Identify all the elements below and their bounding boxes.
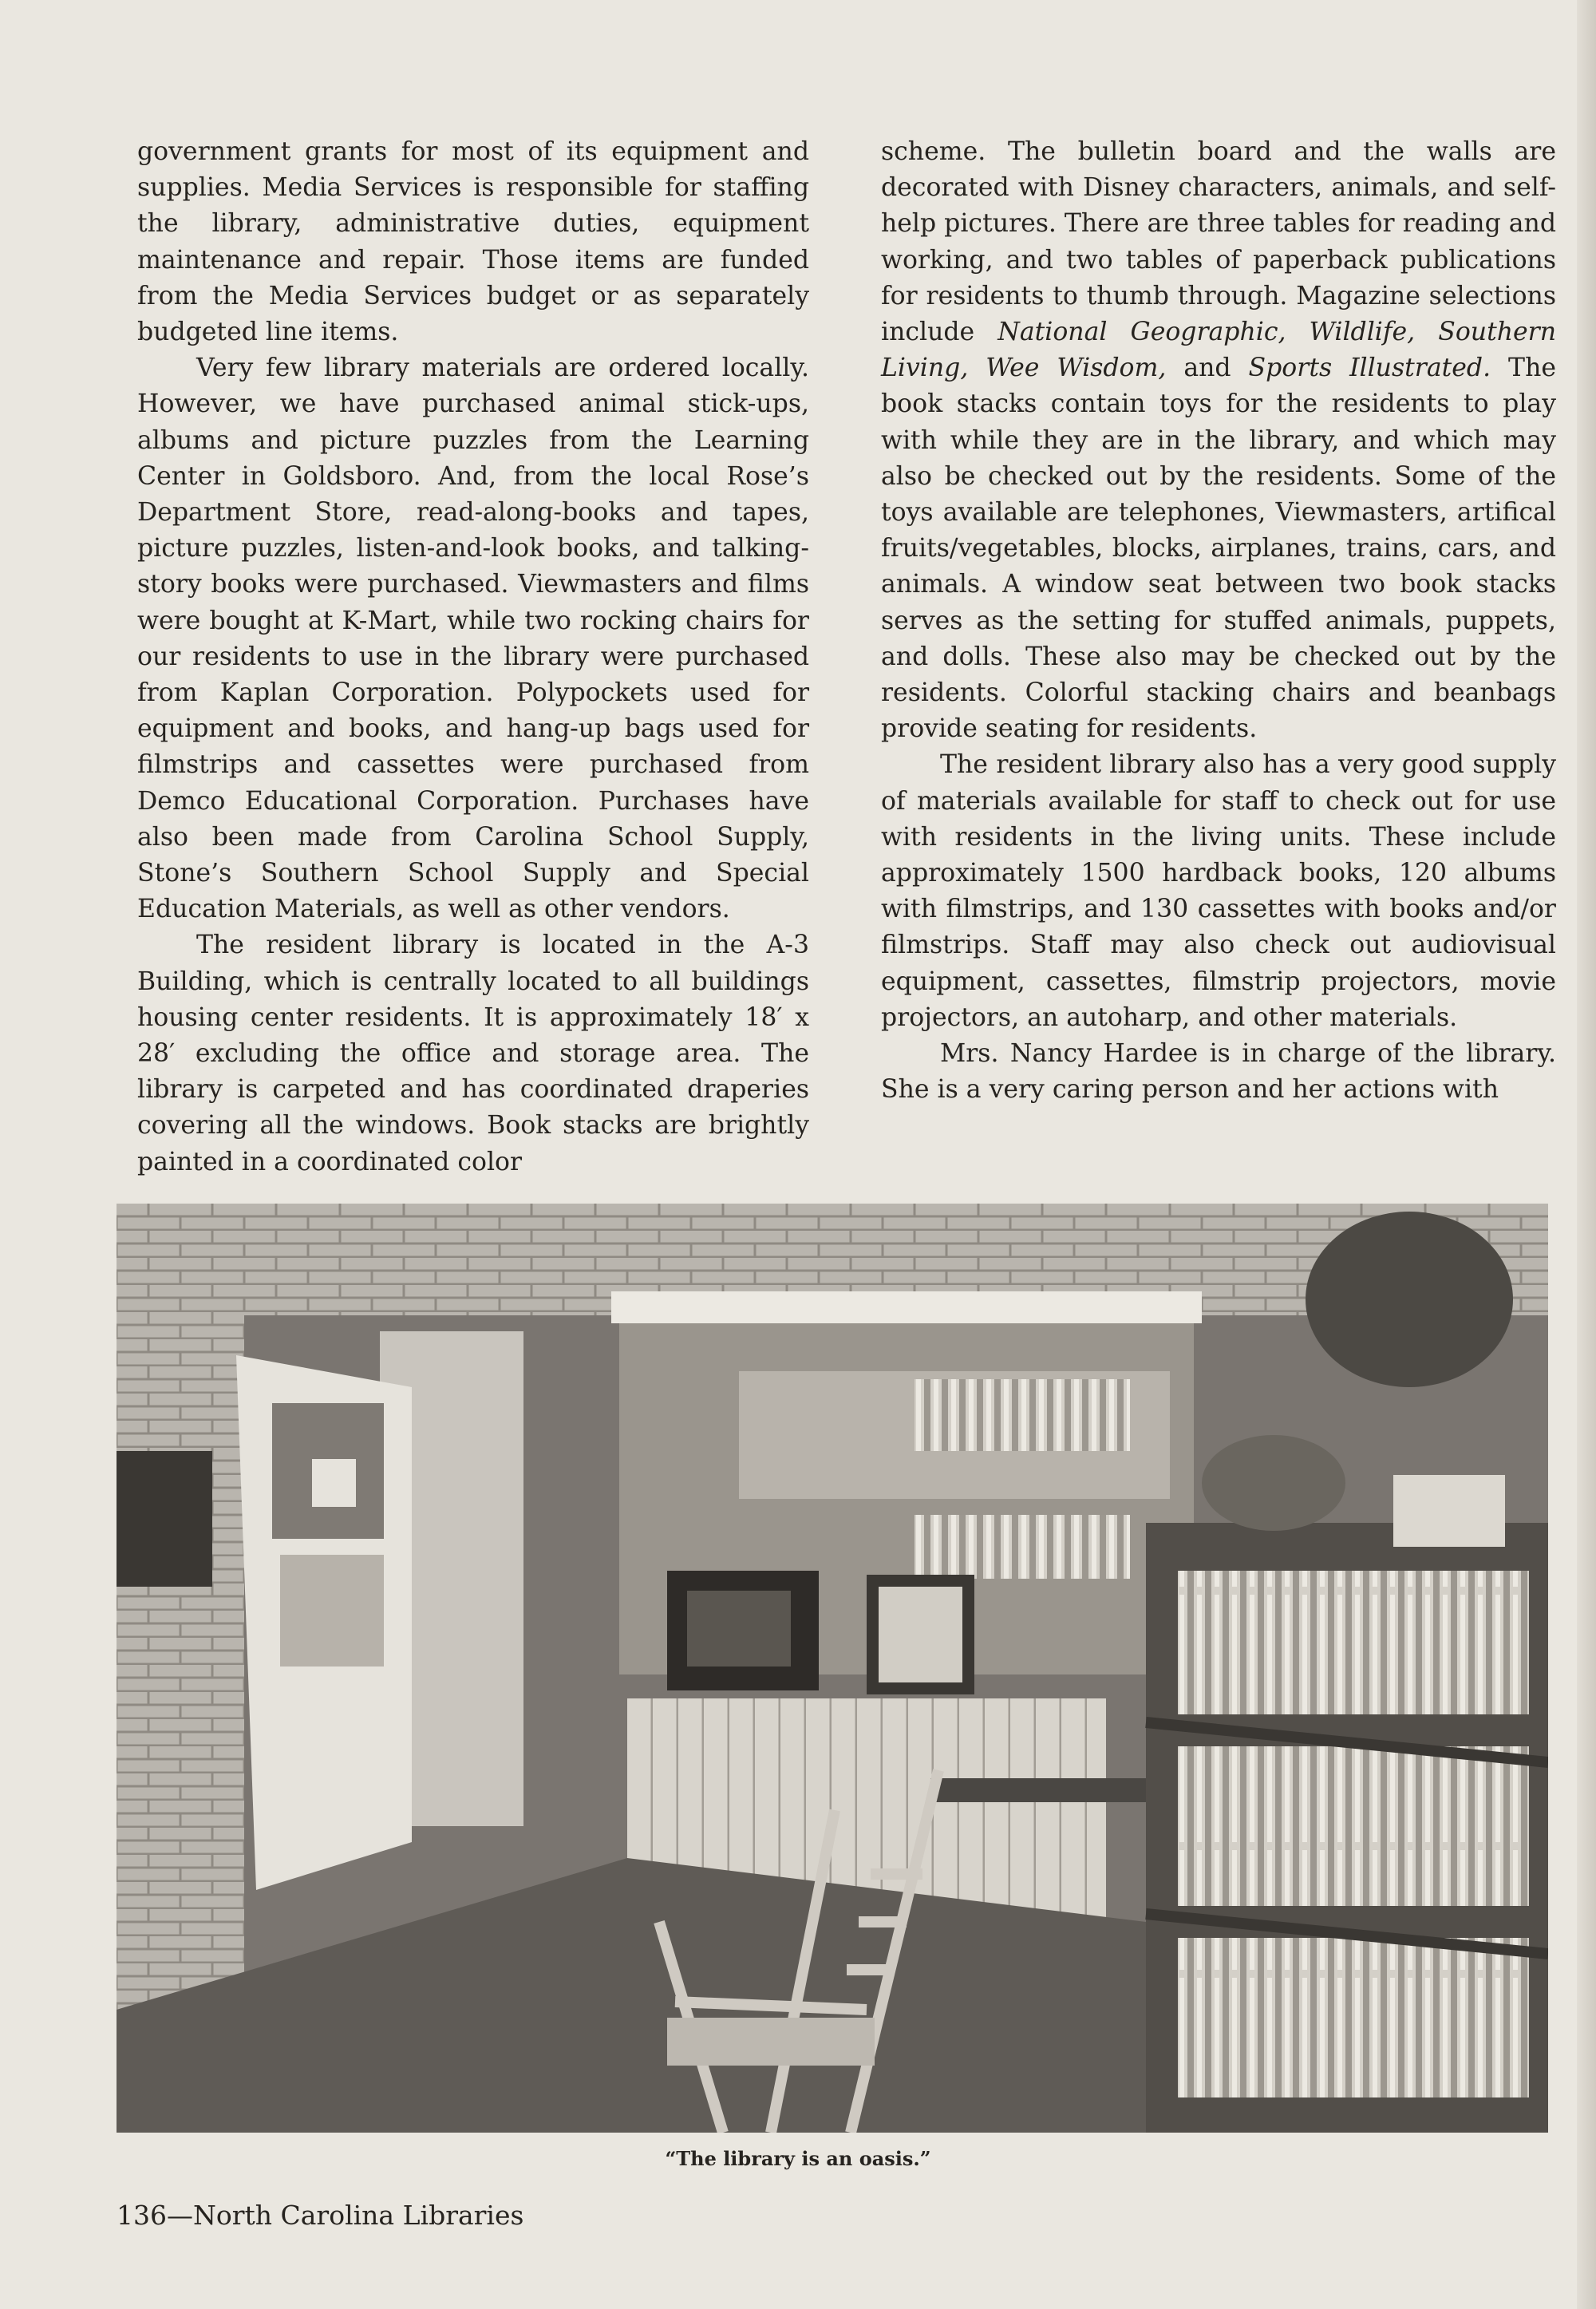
text-run: scheme. The bulletin board and the walls are decorated with Disney characters, animals, and self-help pictures. There are three tables for reading and working, and two tables of paperback publications for residents to thumb through. Magazine selections include — [881, 137, 1556, 347]
paragraph: government grants for most of its equipment and supplies. Media Services is responsible for staffing the library, administrative duties, equipment maintenance and repair. Those items are funded from the Media Services budget or as separately budgeted line items. — [137, 137, 809, 347]
magazine-title: Sports Illustrated. — [1248, 354, 1491, 383]
text-run: The book stacks contain toys for the residents to play with while they are in the library, and which may also be checked out by the residents. Some of the toys available are telephones, Viewmasters, artifical fruits/vegetables, blocks, airplanes, trains, cars, and animals. A window seat between two book stacks serves as the setting for stuffed animals, puppets, and dolls. These also may be checked out by the residents. Colorful stacking chairs and beanbags provide seating for residents. — [881, 354, 1556, 744]
magazine-titles: National Geographic, Wildlife, Southern Living, Wee Wisdom, — [881, 318, 1557, 383]
paragraph — [881, 134, 1556, 747]
library-photo-illustration — [117, 1204, 1548, 2133]
photo-caption: “The library is an oasis.” — [665, 2147, 931, 2170]
paragraph: The resident library is located in the A-3 Building, which is centrally located to all buildings housing center residents. It is approximately 18′ x 28′ excluding the office and storage area. The library is carpeted and has coordinated draperies covering all the windows. Book stacks are brightly painted in a coordinated color — [137, 931, 809, 1176]
page-footer: 136—North Carolina Libraries — [117, 2200, 524, 2231]
left-text-column — [137, 134, 809, 1180]
right-text-column — [881, 134, 1556, 1108]
paragraph: Very few library materials are ordered locally. However, we have purchased animal stick-ups, albums and picture puzzles from the Learning Center in Goldsboro. And, from the local Rose’s Department Store, read-along-books and tapes, picture puzzles, listen-and-look books, and talking-story books were purchased. Viewmasters and films were bought at K-Mart, while two rocking chairs for our residents to use in the library were purchased from Kaplan Corporation. Polypockets used for equipment and books, and hang-up bags used for filmstrips and cassettes were purchased from Demco Educational Corporation. Purchases have also been made from Carolina School Supply, Stone’s Southern School Supply and Special Education Materials, as well as other vendors. — [137, 354, 809, 924]
paragraph: The resident library also has a very good supply of materials available for staff to check out for use with residents in the living units. These include approximately 1500 hardback books, 120 albums with filmstrips, and 130 cassettes with books and/or filmstrips. Staff may also check out audiovisual equipment, cassettes, filmstrip projectors, movie projectors, an autoharp, and other materials. — [881, 750, 1556, 1032]
page-edge — [1577, 0, 1596, 2309]
library-photo — [117, 1204, 1548, 2133]
text-run: and — [1166, 354, 1249, 383]
paragraph: Mrs. Nancy Hardee is in charge of the library. She is a very caring person and her actions with — [881, 1039, 1556, 1105]
